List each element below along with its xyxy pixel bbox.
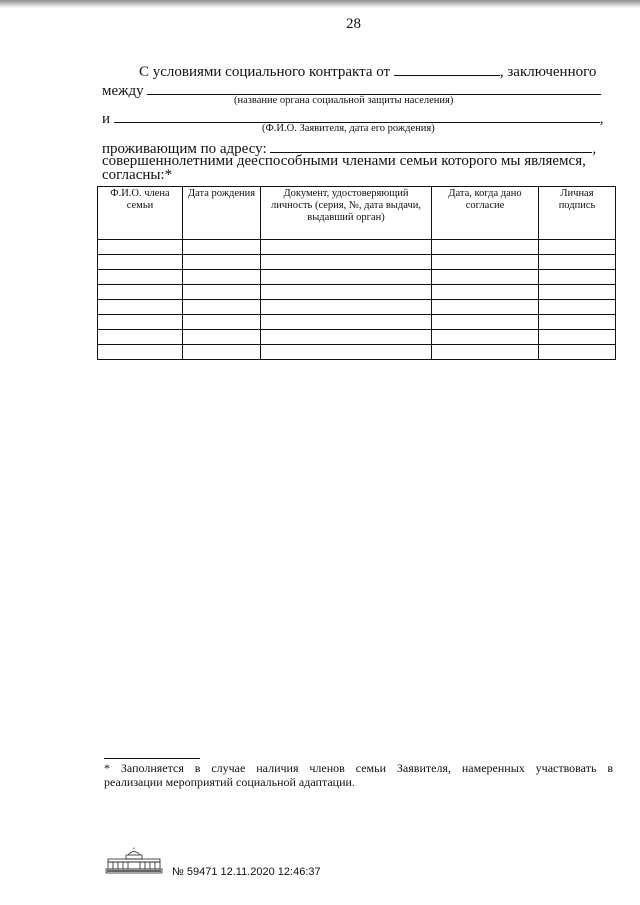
footnote-line-1: * Заполняется в случае наличия членов семьи Заявителя, намеренных участвовать в [104,761,613,775]
agree-line: согласны:* [102,167,173,183]
table-cell[interactable] [261,285,432,300]
consent-table [97,186,616,360]
table-cell[interactable] [539,345,616,360]
table-cell[interactable] [183,315,261,330]
table-cell[interactable] [261,330,432,345]
table-cell[interactable] [183,240,261,255]
table-cell[interactable] [261,255,432,270]
table-cell[interactable] [98,240,183,255]
table-row [98,330,616,345]
table-cell[interactable] [183,300,261,315]
table-cell[interactable] [539,240,616,255]
table-cell[interactable] [432,330,539,345]
table-cell[interactable] [183,270,261,285]
table-cell[interactable] [539,285,616,300]
and-label: и [102,111,111,127]
page-number: 28 [346,16,361,32]
table-cell[interactable] [432,315,539,330]
table-cell[interactable] [539,300,616,315]
table-cell[interactable] [183,285,261,300]
table-row [98,345,616,360]
table-cell[interactable] [432,270,539,285]
table-cell[interactable] [98,345,183,360]
table-row [98,270,616,285]
scan-edge [0,0,640,9]
table-cell[interactable] [98,300,183,315]
address-line-comma: , [592,141,597,157]
table-cell[interactable] [98,330,183,345]
organ-name-field[interactable] [147,81,601,95]
footnote-separator [104,758,200,759]
table-cell[interactable] [261,345,432,360]
address-label: проживающим по адресу: [102,141,267,157]
table-cell[interactable] [98,270,183,285]
table-row [98,255,616,270]
table-cell[interactable] [432,285,539,300]
contract-label-end: , заключенного [499,64,597,80]
table-cell[interactable] [432,300,539,315]
table-cell[interactable] [183,345,261,360]
header-family-member: Ф.И.О. члена семьи [98,187,183,240]
applicant-field[interactable] [114,109,600,123]
table-cell[interactable] [261,240,432,255]
table-row [98,315,616,330]
table-cell[interactable] [539,270,616,285]
registry-stamp: № 59471 12.11.2020 12:46:37 [172,866,321,878]
table-cell[interactable] [261,315,432,330]
address-field[interactable] [270,139,592,153]
footnote [104,761,613,789]
table-cell[interactable] [183,255,261,270]
organ-caption: (название органа социальной защиты населения) [234,95,454,106]
table-cell[interactable] [261,270,432,285]
family-line: совершеннолетними дееспособными членами семьи которого мы являемся, [102,153,586,169]
contract-line [139,62,596,81]
contract-label: С условиями социального контракта от [139,64,391,80]
table-cell[interactable] [432,255,539,270]
table-row [98,240,616,255]
header-consent-date: Дата, когда дано согласие [432,187,539,240]
table-cell[interactable] [539,315,616,330]
header-birth-date: Дата рождения [183,187,261,240]
table-row [98,285,616,300]
contract-date-field[interactable] [394,62,500,76]
table-cell[interactable] [261,300,432,315]
between-label: между [102,83,144,99]
header-signature: Личная подпись [539,187,616,240]
table-cell[interactable] [539,330,616,345]
table-cell[interactable] [98,285,183,300]
table-cell[interactable] [98,315,183,330]
applicant-caption: (Ф.И.О. Заявителя, дата его рождения) [262,123,435,134]
table-cell[interactable] [539,255,616,270]
table-cell[interactable] [98,255,183,270]
table-cell[interactable] [432,345,539,360]
header-id-document: Документ, удостоверяющий личность (серия, №, дата выдачи, выдавший орган) [261,187,432,240]
table-header-row [98,187,616,240]
footnote-line-2: реализации мероприятий социальной адаптации. [104,775,355,789]
table-row [98,300,616,315]
table-cell[interactable] [432,240,539,255]
and-line-comma: , [599,111,604,127]
table-cell[interactable] [183,330,261,345]
government-building-stamp-icon [104,847,164,875]
